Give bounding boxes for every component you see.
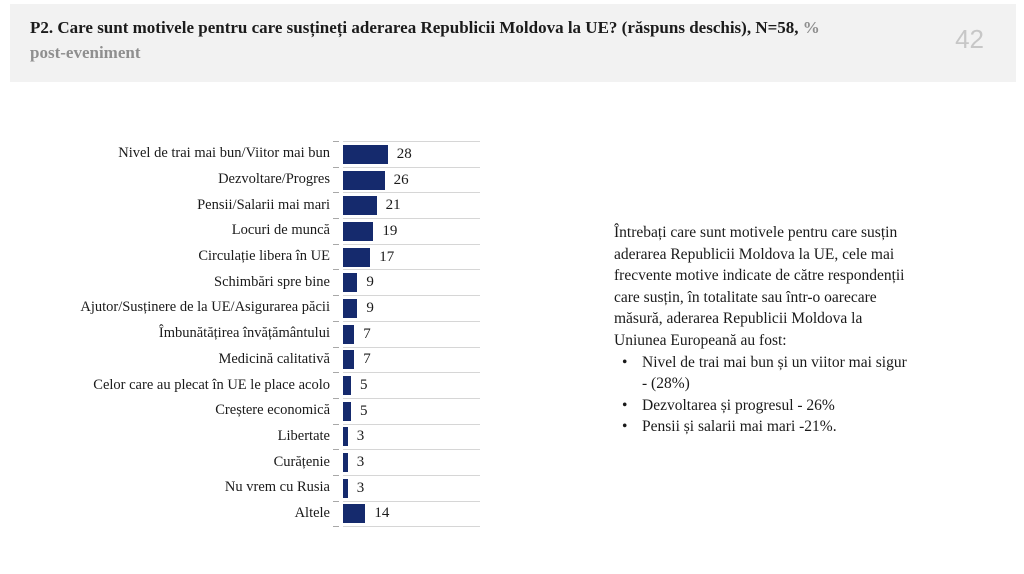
axis-tick <box>333 167 339 168</box>
chart-row <box>40 475 480 501</box>
slide-header <box>10 4 1016 82</box>
plot-cell <box>343 141 480 167</box>
bar <box>343 145 388 164</box>
category-label: Schimbări spre bine <box>214 273 330 290</box>
category-label: Nu vrem cu Rusia <box>224 479 330 496</box>
value-label: 7 <box>363 351 371 368</box>
axis-tick <box>333 475 339 476</box>
value-label: 17 <box>379 248 395 265</box>
category-label: Creștere economică <box>215 402 330 419</box>
chart-row <box>40 398 480 424</box>
chart-row <box>40 167 480 193</box>
value-label: 28 <box>396 145 412 162</box>
slide-subtitle: post-eveniment <box>30 42 141 62</box>
axis-tick <box>333 372 339 373</box>
plot-cell <box>343 475 480 501</box>
chart-row <box>40 295 480 321</box>
value-label: 9 <box>366 299 374 316</box>
bullet-text: Dezvoltarea și progresul - 26% <box>642 396 835 414</box>
bullet-item <box>614 416 910 438</box>
axis-tick <box>333 141 339 142</box>
chart-row <box>40 269 480 295</box>
slide-title-percent: % <box>802 18 820 37</box>
bar <box>343 273 357 292</box>
axis-tick <box>333 526 339 527</box>
plot-cell <box>343 218 480 244</box>
bar <box>343 350 354 369</box>
bar <box>343 248 370 267</box>
value-label: 21 <box>385 197 401 214</box>
plot-cell <box>343 295 480 321</box>
bullet-item <box>614 352 910 395</box>
category-label: Nivel de trai mai bun/Viitor mai bun <box>118 145 330 162</box>
category-label: Pensii/Salarii mai mari <box>197 196 330 213</box>
bar-rows <box>40 141 480 526</box>
category-label: Locuri de muncă <box>231 222 330 239</box>
plot-cell <box>343 192 480 218</box>
category-label: Celor care au plecat în UE le place acolo <box>93 376 330 393</box>
value-label: 5 <box>360 402 368 419</box>
bullet-marker: • <box>622 353 628 371</box>
bar <box>343 325 354 344</box>
chart-row <box>40 347 480 373</box>
plot-bottom-line <box>343 526 480 527</box>
chart-row <box>40 321 480 347</box>
axis-tick <box>333 192 339 193</box>
category-label: Altele <box>294 504 330 521</box>
axis-tick <box>333 295 339 296</box>
bar <box>343 222 373 241</box>
axis-tick <box>333 218 339 219</box>
commentary-bullets <box>614 352 910 438</box>
chart-row <box>40 424 480 450</box>
category-label: Ajutor/Susținere de la UE/Asigurarea păcii <box>80 299 330 316</box>
category-label: Îmbunătățirea învățământului <box>158 325 330 342</box>
category-label: Dezvoltare/Progres <box>218 171 330 188</box>
plot-cell <box>343 501 480 527</box>
value-label: 19 <box>382 222 398 239</box>
bullet-marker: • <box>622 396 628 414</box>
chart-row <box>40 218 480 244</box>
category-label: Medicină calitativă <box>218 350 330 367</box>
chart-row <box>40 244 480 270</box>
category-label: Curățenie <box>273 453 330 470</box>
plot-cell <box>343 449 480 475</box>
bar-chart <box>40 141 480 526</box>
bar <box>343 299 357 318</box>
axis-tick <box>333 269 339 270</box>
page-number: 42 <box>955 24 984 54</box>
plot-cell <box>343 424 480 450</box>
chart-row <box>40 192 480 218</box>
category-label: Libertate <box>277 427 330 444</box>
chart-row <box>40 141 480 167</box>
axis-tick <box>333 321 339 322</box>
bullet-text: Nivel de trai mai bun și un viitor mai sigur - (28%) <box>642 353 907 393</box>
value-label: 3 <box>356 454 365 471</box>
value-label: 3 <box>356 479 365 496</box>
slide-title <box>30 16 896 41</box>
value-label: 14 <box>374 505 390 522</box>
bar <box>343 171 385 190</box>
value-label: 26 <box>393 171 409 188</box>
axis-tick <box>333 449 339 450</box>
axis-tick <box>333 501 339 502</box>
plot-cell <box>343 398 480 424</box>
plot-cell <box>343 269 480 295</box>
value-label: 3 <box>356 428 365 445</box>
value-label: 9 <box>366 274 374 291</box>
commentary <box>614 222 910 438</box>
bar <box>343 453 348 472</box>
plot-cell <box>343 244 480 270</box>
chart-row <box>40 449 480 475</box>
bar <box>343 402 351 421</box>
category-label: Circulație libera în UE <box>198 248 330 265</box>
bar <box>343 196 377 215</box>
plot-cell <box>343 167 480 193</box>
plot-cell <box>343 347 480 373</box>
bullet-text: Pensii și salarii mai mari -21%. <box>642 418 837 436</box>
value-label: 5 <box>360 377 368 394</box>
commentary-paragraph: Întrebați care sunt motivele pentru care susțin aderarea Republicii Moldova la UE, cele mai frecvente motive indicate de către respondenții care susțin, în totalitate sau într-o oarecare măsură, aderarea Republicii Moldova la Uniunea Europeană au fost: <box>614 224 905 349</box>
slide-title-main: P2. Care sunt motivele pentru care susțineți aderarea Republicii Moldova la UE? (răspuns deschis), N=58, <box>30 18 799 37</box>
axis-tick <box>333 424 339 425</box>
bar <box>343 376 351 395</box>
plot-cell <box>343 372 480 398</box>
chart-row <box>40 372 480 398</box>
bar <box>343 504 365 523</box>
axis-tick <box>333 398 339 399</box>
bar <box>343 427 348 446</box>
bar <box>343 479 348 498</box>
chart-row <box>40 501 480 527</box>
plot-cell <box>343 321 480 347</box>
axis-tick <box>333 244 339 245</box>
bullet-item <box>614 395 910 417</box>
bullet-marker: • <box>622 418 628 436</box>
value-label: 7 <box>363 325 371 342</box>
axis-tick <box>333 347 339 348</box>
